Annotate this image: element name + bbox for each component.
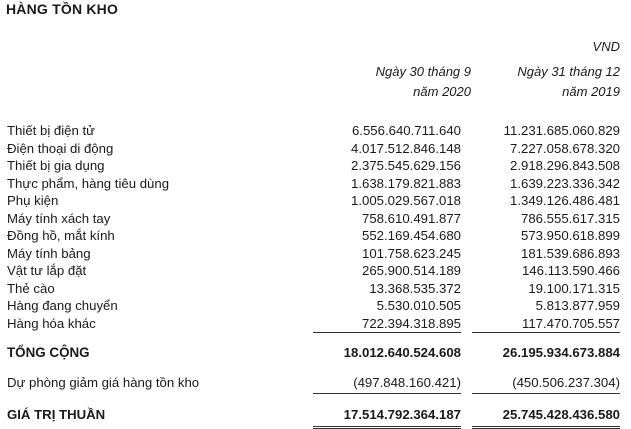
- provision-label: Dự phòng giảm giá hàng tồn kho: [7, 374, 200, 390]
- net-value-2020: 17.514.792.364.187: [313, 402, 461, 428]
- table-row: [6, 262, 620, 280]
- value-2019: 146.113.590.466: [521, 263, 620, 279]
- table-row: [6, 210, 620, 228]
- value-2020: 2.375.545.629.156: [350, 158, 461, 174]
- value-2019: 181.539.686.893: [520, 245, 620, 261]
- value-2020: 1.638.179.821.883: [350, 175, 461, 191]
- value-2019: 19.100.171.315: [528, 280, 620, 296]
- row-label: Thẻ cào: [7, 280, 55, 296]
- table-row: [6, 175, 620, 193]
- row-label: Điện thoại di động: [7, 140, 114, 156]
- total-label: TỔNG CỘNG: [7, 344, 90, 360]
- value-2020: 13.368.535.372: [369, 280, 461, 296]
- table-row: [6, 245, 620, 263]
- row-label: Thiết bị gia dụng: [7, 158, 105, 174]
- table-row: [6, 192, 620, 210]
- row-label: Thiết bị điện tử: [7, 123, 95, 139]
- row-label: Thực phẩm, hàng tiêu dùng: [7, 175, 170, 191]
- row-label: Đồng hồ, mắt kính: [7, 228, 115, 244]
- value-2020: 552.169.454.680: [361, 228, 461, 244]
- value-2020: 5.530.010.505: [376, 298, 461, 314]
- value-2019: 1.639.223.336.342: [509, 175, 620, 191]
- column-header-line: năm 2020: [413, 84, 471, 99]
- value-2020: 758.610.491.877: [361, 210, 461, 226]
- column-header-line: Ngày 31 tháng 12: [517, 64, 620, 79]
- section-title: HÀNG TỒN KHO: [6, 1, 119, 17]
- value-2020: 4.017.512.846.148: [350, 140, 461, 156]
- table-row: [6, 280, 620, 298]
- currency-unit: VND: [592, 39, 620, 54]
- table-row: [6, 227, 620, 245]
- value-2020: 1.005.029.567.018: [350, 193, 461, 209]
- value-2019: 2.918.296.843.508: [509, 158, 620, 174]
- row-label: Máy tính xách tay: [7, 210, 111, 226]
- value-2020: 6.556.640.711.640: [351, 123, 461, 139]
- provision-value-2020: (497.848.160.421): [313, 371, 461, 394]
- inventory-table: [6, 122, 620, 429]
- column-header-line: năm 2019: [562, 84, 620, 99]
- table-row: [6, 157, 620, 175]
- table-row: [6, 297, 620, 315]
- column-header-2019: [517, 62, 620, 102]
- value-2020: 265.900.514.189: [361, 263, 461, 279]
- provision-value-2019: (450.506.237.304): [472, 371, 620, 394]
- row-label: Vật tư lắp đặt: [7, 263, 87, 279]
- value-2019: 11.231.685.060.829: [503, 123, 620, 139]
- value-2019: 117.470.705.557: [472, 315, 620, 333]
- provision-row: [6, 371, 620, 394]
- net-value-row: [6, 402, 620, 428]
- total-row: [6, 341, 620, 363]
- value-2019: 5.813.877.959: [535, 298, 620, 314]
- row-label: Phụ kiện: [7, 193, 59, 209]
- value-2019: 1.349.126.486.481: [509, 193, 620, 209]
- total-value-2020: 18.012.640.524.608: [343, 344, 461, 360]
- column-header-2020: [376, 62, 471, 102]
- net-value-2019: 25.745.428.436.580: [472, 402, 620, 428]
- row-label: Máy tính bảng: [7, 245, 91, 261]
- net-label: GIÁ TRỊ THUẦN: [7, 407, 106, 423]
- value-2019: 786.555.617.315: [520, 210, 620, 226]
- value-2020: 101.758.623.245: [361, 245, 461, 261]
- table-row: [6, 140, 620, 158]
- value-2019: 7.227.058.678.320: [509, 140, 620, 156]
- row-label: Hàng hóa khác: [7, 316, 96, 331]
- table-row: [6, 315, 620, 333]
- row-label: Hàng đang chuyển: [7, 298, 118, 314]
- value-2020: 722.394.318.895: [313, 315, 461, 333]
- value-2019: 573.950.618.899: [520, 228, 620, 244]
- table-row: [6, 122, 620, 140]
- total-value-2019: 26.195.934.673.884: [502, 344, 620, 360]
- column-header-line: Ngày 30 tháng 9: [375, 64, 471, 79]
